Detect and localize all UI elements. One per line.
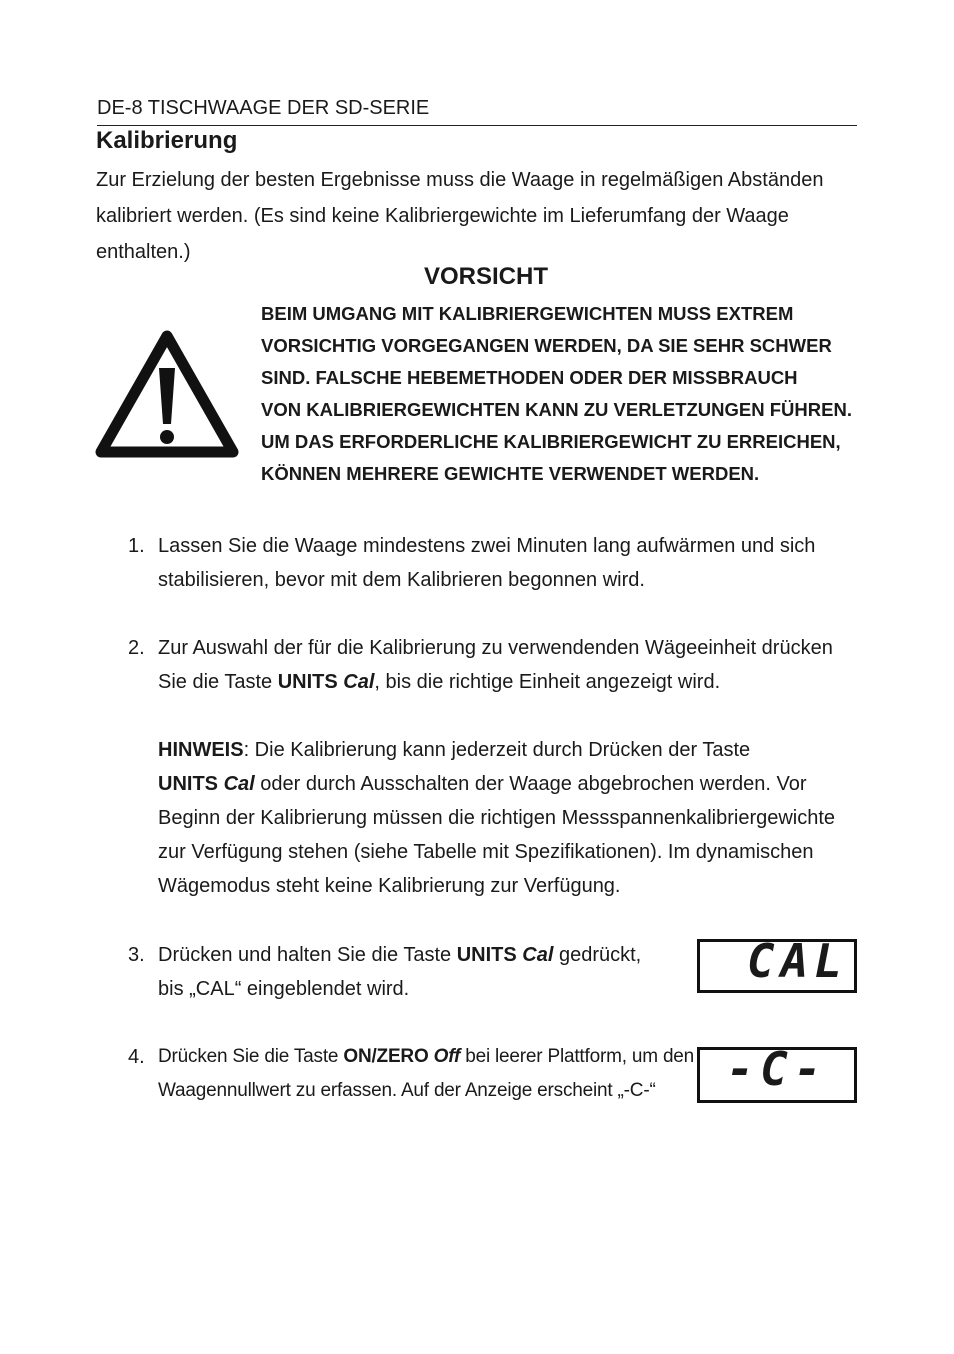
header-rule	[97, 125, 857, 126]
step-line: stabilisieren, bevor mit dem Kalibrieren begonnen wird.	[158, 569, 645, 591]
step-line: bis „CAL“ eingeblendet wird.	[158, 978, 410, 1000]
note-line: Wägemodus steht keine Kalibrierung zur Verfügung.	[158, 875, 621, 897]
step-line	[158, 665, 833, 699]
text-run: oder durch Ausschalten der Waage abgebrochen werden. Vor	[254, 773, 807, 795]
intro-line: enthalten.)	[96, 241, 191, 263]
key-name: UNITS	[158, 773, 218, 795]
warning-line: KÖNNEN MEHRERE GEWICHTE VERWENDET WERDEN.	[261, 463, 760, 484]
step-line	[158, 1040, 694, 1074]
step-line: Lassen Sie die Waage mindestens zwei Minuten lang aufwärmen und sich	[158, 535, 816, 557]
text-run: , bis die richtige Einheit angezeigt wird.	[374, 671, 721, 693]
text-run: Drücken Sie die Taste	[158, 1046, 344, 1067]
warning-line: VON KALIBRIERGEWICHTEN KANN ZU VERLETZUNGEN FÜHREN.	[261, 399, 852, 420]
key-name: UNITS	[277, 671, 338, 693]
key-name: UNITS	[456, 944, 517, 966]
step-number: 2.	[128, 637, 145, 659]
step-2-text	[158, 631, 833, 699]
cal-display	[697, 934, 857, 993]
display-readout: -C-	[726, 1042, 828, 1096]
key-name: ON/ZERO	[343, 1046, 429, 1067]
note-block	[158, 733, 858, 903]
note-line	[158, 733, 858, 767]
note-line	[158, 767, 858, 801]
intro-line: kalibriert werden. (Es sind keine Kalibriergewichte im Lieferumfang der Waage	[96, 205, 789, 227]
warning-line: VORSICHTIG VORGEGANGEN WERDEN, DA SIE SEHR SCHWER	[261, 335, 832, 356]
text-run: gedrückt,	[553, 944, 642, 966]
display-readout: CAL	[746, 934, 848, 988]
key-function: Cal	[522, 944, 554, 966]
warning-line: UM DAS ERFORDERLICHE KALIBRIERGEWICHT ZU ERREICHEN,	[261, 431, 841, 452]
note-line: Beginn der Kalibrierung müssen die richtigen Messspannenkalibriergewichte	[158, 807, 836, 829]
intro-line: Zur Erzielung der besten Ergebnisse muss die Waage in regelmäßigen Abständen	[96, 169, 824, 191]
step-line: Zur Auswahl der für die Kalibrierung zu verwendenden Wägeeinheit drücken	[158, 637, 833, 659]
text-run: bei leerer Plattform, um den	[460, 1046, 695, 1067]
note-line: zur Verfügung stehen (siehe Tabelle mit Spezifikationen). Im dynamischen	[158, 841, 814, 863]
note-label: HINWEIS	[158, 739, 244, 761]
step-line	[158, 938, 641, 972]
step-number: 4.	[128, 1046, 145, 1068]
intro-paragraph	[96, 162, 856, 270]
warning-text	[261, 298, 861, 490]
key-function: Cal	[343, 671, 375, 693]
warning-triangle-icon	[95, 328, 239, 462]
text-run: : Die Kalibrierung kann jederzeit durch Drücken der Taste	[243, 739, 751, 761]
step-line: Waagennullwert zu erfassen. Auf der Anzeige erscheint „-C-“	[158, 1080, 656, 1101]
page-header: DE-8 TISCHWAAGE DER SD-SERIE	[97, 97, 430, 119]
zero-display	[697, 1042, 857, 1103]
section-title: Kalibrierung	[96, 127, 238, 154]
warning-title: VORSICHT	[424, 263, 549, 290]
step-number: 1.	[128, 535, 145, 557]
key-function: Cal	[223, 773, 255, 795]
text-run: Sie die Taste	[158, 671, 278, 693]
warning-line: SIND. FALSCHE HEBEMETHODEN ODER DER MISSBRAUCH	[261, 367, 798, 388]
warning-line: BEIM UMGANG MIT KALIBRIERGEWICHTEN MUSS EXTREM	[261, 303, 794, 324]
step-3-text	[158, 938, 641, 1006]
text-run: Drücken und halten Sie die Taste	[158, 944, 457, 966]
step-1-text	[158, 529, 815, 597]
step-number: 3.	[128, 944, 145, 966]
key-function: Off	[433, 1046, 461, 1067]
step-4-text	[158, 1040, 694, 1108]
